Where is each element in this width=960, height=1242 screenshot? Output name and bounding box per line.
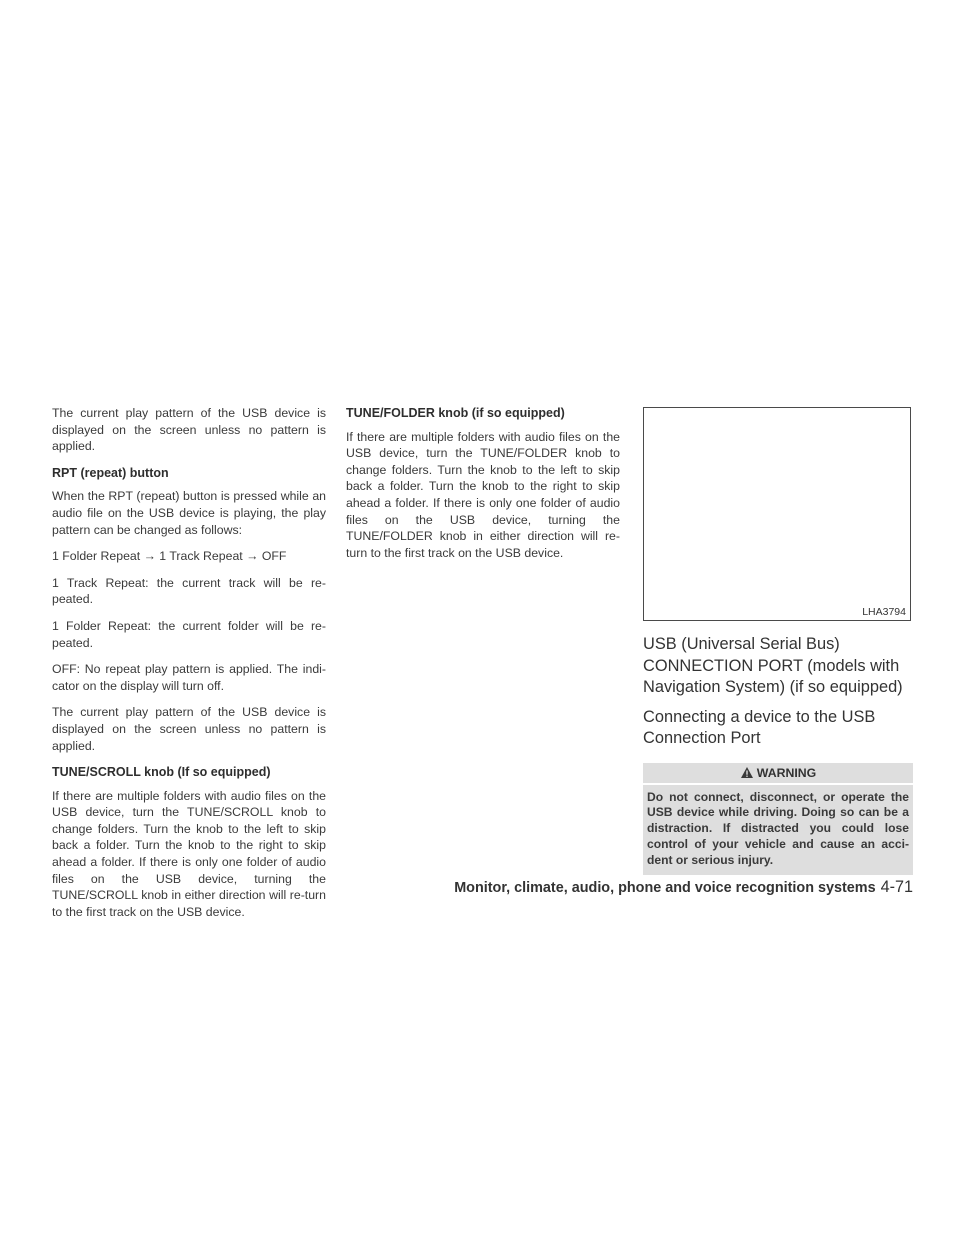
footer-chapter-title: Monitor, climate, audio, phone and voice recognition systems	[454, 880, 876, 896]
heading-tune-scroll-knob: TUNE/SCROLL knob (If so equipped)	[52, 765, 271, 780]
warning-header	[643, 763, 913, 785]
figure-label: LHA3794	[862, 606, 906, 618]
paragraph-repeat-off: OFF: No repeat play pattern is applied. The indi-cator on the display will turn off.	[52, 662, 326, 693]
paragraph-repeat-sequence: 1 Folder Repeat → 1 Track Repeat → OFF	[52, 549, 287, 564]
paragraph-tune-folder-description: If there are multiple folders with audio files on the USB device, turn the TUNE/FOLDER knob to change folders. Turn the knob to the left to skip back a folder. Turn the knob to the right to skip ahead a folder. If there is only one folder of audio files on the USB device, turning the TUNE/FOLDER knob in either direction will re-turn to the first track on the USB device.	[346, 429, 620, 560]
paragraph-play-pattern-2: The current play pattern of the USB device is displayed on the screen unless no pattern is applied.	[52, 705, 326, 753]
paragraph-play-pattern: The current play pattern of the USB device is displayed on the screen unless no pattern is applied.	[52, 406, 326, 454]
warning-text: Do not connect, disconnect, or operate the USB device while driving. Doing so can be a distraction. If distracted you could lose control of your vehicle and cause an acci-dent or serious injury.	[647, 789, 909, 867]
figure-frame	[643, 407, 911, 621]
right-column	[643, 407, 913, 875]
heading-tune-folder-knob: TUNE/FOLDER knob (if so equipped)	[346, 406, 565, 420]
warning-box	[643, 763, 913, 876]
paragraph-rpt-description: When the RPT (repeat) button is pressed while an audio file on the USB device is playing, the play pattern can be changed as follows:	[52, 489, 326, 537]
paragraph-folder-repeat: 1 Folder Repeat: the current folder will be re-peated.	[52, 618, 326, 650]
left-column	[52, 405, 326, 930]
warning-triangle-icon	[740, 766, 754, 779]
paragraph-track-repeat: 1 Track Repeat: the current track will be re-peated.	[52, 575, 326, 607]
page-footer	[454, 878, 913, 897]
middle-column	[346, 405, 620, 571]
subsection-title: Connecting a device to the USB Connection Port	[643, 707, 876, 747]
paragraph-tune-scroll-description: If there are multiple folders with audio files on the USB device, turn the TUNE/SCROLL knob to change folders. Turn the knob to the left to skip back a folder. Turn the knob to the right to skip ahead a folder. If there is only one folder of audio files on the USB device, turning the TUNE/SCROLL knob in either direction will re-turn to the first track on the USB device.	[52, 788, 326, 919]
heading-rpt-button: RPT (repeat) button	[52, 465, 169, 480]
warning-title: WARNING	[756, 765, 817, 780]
page-number: 4-71	[880, 878, 913, 896]
section-title: USB (Universal Serial Bus) CONNECTION PORT (models with Navigation System) (if so equipped)	[643, 635, 903, 696]
